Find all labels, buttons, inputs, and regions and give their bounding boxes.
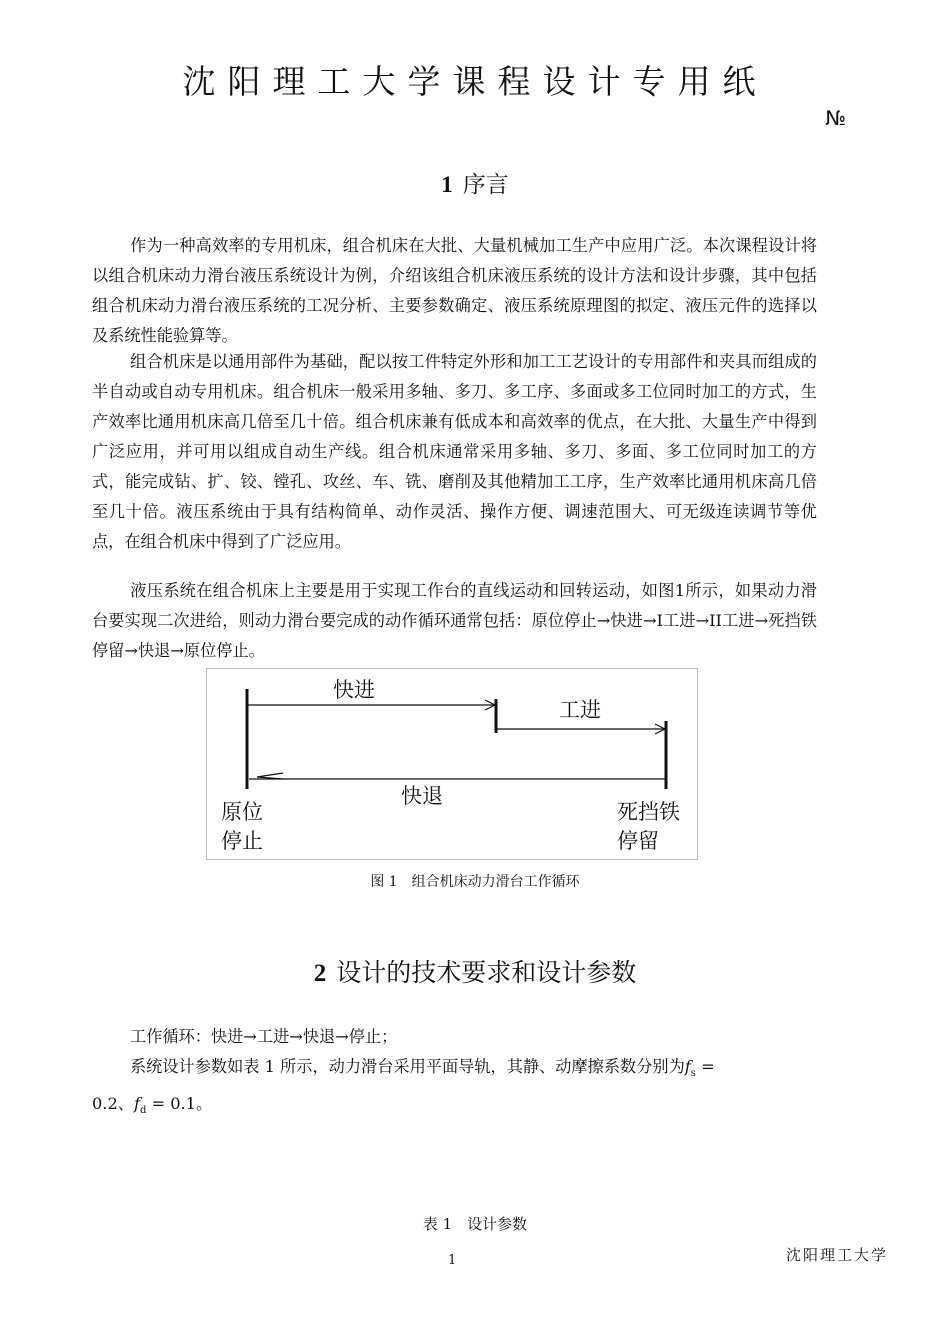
fast-return-arrow [257,773,283,779]
section1-paragraph-1 [92,231,817,351]
fd-subscript: d [139,1105,147,1117]
paragraph-text: 工作循环：快进→工进→快退→停止； [130,1027,398,1046]
label-origin-line2: 停止 [221,829,263,853]
fd-equals-value: = 0.1。 [146,1094,213,1114]
section2-number: 2 [313,960,327,987]
section1-paragraph-2 [92,347,817,557]
section2-params-paragraph [92,1052,817,1126]
footer-university: 沈阳理工大学 [785,1246,888,1264]
fs-equals: = [695,1057,715,1076]
table1-caption: 表 1 设计参数 [422,1215,528,1233]
section1-paragraph-3 [92,576,817,666]
section2-heading [0,953,950,989]
figure1-caption: 图 1 组合机床动力滑台工作循环 [370,874,580,890]
label-stop-line2: 停留 [617,829,659,853]
label-stop-line1: 死挡铁 [617,800,680,824]
page-number: 1 [448,1253,457,1268]
fs-value: 0.2、 [92,1094,134,1114]
label-work-feed: 工进 [559,698,601,722]
page-header-title: 沈阳理工大学课程设计专用纸 [182,62,768,101]
paragraph-text: 组合机床是以通用部件为基础，配以按工件特定外形和加工工艺设计的专用部件和夹具而组成的半自动或自动专用机床。组合机床一般采用多轴、多刀、多工序、多面或多工位同时加工的方式，生产效率比通用机床高几倍至几十倍。组合机床兼有低成本和高效率的优点，在大批、大量生产中得到广泛应用，并可用以组成自动生产线。组合机床通常采用多轴、多刀、多面、多工位同时加工的方式，能完成钻、扩、铰、镗孔、攻丝、车、铣、磨削及其他精加工工序，生产效率比通用机床高几倍至几十倍。液压系统由于具有结构简单、动作灵活、操作方便、调速范围大、可无级连读调节等优点，在组合机床中得到了广泛应用。 [92,352,817,551]
figure1-work-cycle-diagram [206,668,698,860]
section1-heading [0,166,950,199]
paragraph-text: 液压系统在组合机床上主要是用于实现工作台的直线运动和回转运动，如图1所示，如果动力滑台要实现二次进给，则动力滑台要完成的动作循环通常包括：原位停止→快进→I工进→II工进→死挡铁停留→快退→原位停止。 [92,581,817,660]
label-fast-return: 快退 [401,784,443,808]
fs-symbol: f [684,1057,691,1076]
label-origin-line1: 原位 [221,800,263,824]
section1-number: 1 [441,172,453,197]
section2-title: 设计的技术要求和设计参数 [336,958,637,987]
label-fast-forward: 快进 [333,678,375,702]
paragraph-text: 作为一种高效率的专用机床，组合机床在大批、大量机械加工生产中应用广泛。本次课程设计将以组合机床动力滑台液压系统设计为例，介绍该组合机床液压系统的设计方法和设计步骤，其中包括组合机床动力滑台液压系统的工况分析、主要参数确定、液压系统原理图的拟定、液压元件的选择以及系统性能验算等。 [92,236,817,345]
section2-cycle-line [92,1022,817,1052]
fs-subscript: s [690,1068,696,1080]
number-mark: № [825,106,846,130]
fd-symbol: f [133,1094,140,1114]
section1-title: 序言 [462,172,509,198]
paragraph-text: 系统设计参数如表 1 所示，动力滑台采用平面导轨，其静、动摩擦系数分别为 [130,1057,685,1076]
